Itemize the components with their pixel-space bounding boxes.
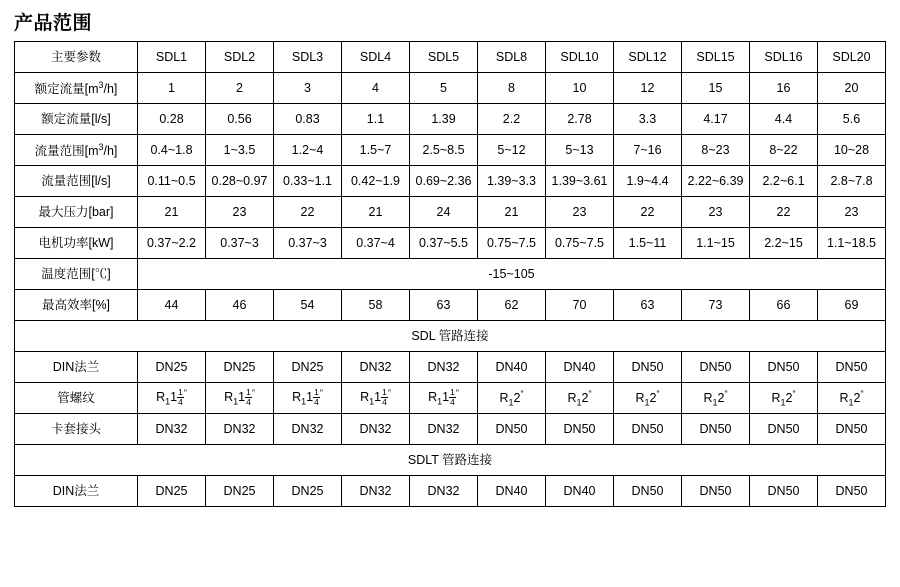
section-header-sdl: SDL 管路连接: [15, 321, 886, 352]
table-cell: 63: [614, 290, 682, 321]
table-cell: DN50: [682, 476, 750, 507]
table-cell: 63: [410, 290, 478, 321]
table-cell: 2.2~6.1: [750, 166, 818, 197]
header-cell-model: SDL20: [818, 42, 886, 73]
table-cell: 5.6: [818, 104, 886, 135]
table-cell: 2.22~6.39: [682, 166, 750, 197]
header-cell-model: SDL8: [478, 42, 546, 73]
table-cell: 1.39~3.3: [478, 166, 546, 197]
table-cell: 21: [342, 197, 410, 228]
table-cell: 4.17: [682, 104, 750, 135]
table-row: [15, 352, 886, 383]
table-cell: 20: [818, 73, 886, 104]
table-row: [15, 259, 886, 290]
header-cell-model: SDL4: [342, 42, 410, 73]
table-cell: 1.1: [342, 104, 410, 135]
table-row: [15, 290, 886, 321]
table-cell: 2.2: [478, 104, 546, 135]
table-cell: 0.56: [206, 104, 274, 135]
table-row: [15, 135, 886, 166]
table-cell: 0.75~7.5: [546, 228, 614, 259]
table-row: [15, 383, 886, 414]
table-cell: DN50: [750, 352, 818, 383]
table-cell: 1.1~18.5: [818, 228, 886, 259]
row-label: 管螺纹: [15, 383, 138, 414]
table-cell: 70: [546, 290, 614, 321]
table-cell: 0.28: [138, 104, 206, 135]
table-cell: DN50: [478, 414, 546, 445]
table-cell: 5~13: [546, 135, 614, 166]
table-cell: 62: [478, 290, 546, 321]
table-cell: 22: [750, 197, 818, 228]
table-cell: 1~3.5: [206, 135, 274, 166]
page-title: 产品范围: [14, 13, 93, 34]
table-cell: DN32: [410, 476, 478, 507]
table-cell: 0.37~3: [206, 228, 274, 259]
row-label: 最高效率[%]: [15, 290, 138, 321]
table-cell: 12: [614, 73, 682, 104]
table-cell: DN50: [614, 414, 682, 445]
product-range-page: [0, 8, 900, 587]
table-cell: DN32: [342, 476, 410, 507]
table-cell: 0.69~2.36: [410, 166, 478, 197]
table-cell: 23: [818, 197, 886, 228]
table-cell: 23: [206, 197, 274, 228]
table-cell: DN25: [274, 476, 342, 507]
row-label: DIN法兰: [15, 352, 138, 383]
table-cell: DN25: [138, 476, 206, 507]
header-cell-model: SDL5: [410, 42, 478, 73]
table-cell: 5: [410, 73, 478, 104]
header-cell-model: SDL12: [614, 42, 682, 73]
table-cell-merged: -15~105: [138, 259, 886, 290]
table-cell: 23: [546, 197, 614, 228]
table-cell: DN32: [410, 414, 478, 445]
table-cell-thread: $R_12^”$: [546, 383, 614, 414]
table-row: [15, 104, 886, 135]
table-row: [15, 228, 886, 259]
table-cell: DN50: [614, 352, 682, 383]
table-cell: 23: [682, 197, 750, 228]
table-cell: 4.4: [750, 104, 818, 135]
table-cell: 2.78: [546, 104, 614, 135]
table-section-row: [15, 445, 886, 476]
row-label: 流量范围$[m^3/h]$: [15, 135, 138, 166]
table-header-row: [15, 42, 886, 73]
table-cell: DN40: [478, 476, 546, 507]
table-cell-thread: $R_11$ $\frac{1}{4}$ ”: [274, 383, 342, 414]
table-cell: 22: [614, 197, 682, 228]
table-body: [15, 42, 886, 507]
row-label: DIN法兰: [15, 476, 138, 507]
product-range-table: [14, 41, 886, 507]
table-cell: 58: [342, 290, 410, 321]
table-cell-thread: $R_12^”$: [614, 383, 682, 414]
table-cell: 73: [682, 290, 750, 321]
table-cell: 1: [138, 73, 206, 104]
table-row: [15, 166, 886, 197]
table-section-row: [15, 321, 886, 352]
table-cell: DN50: [682, 352, 750, 383]
row-label: 额定流量[l/s]: [15, 104, 138, 135]
table-cell: 0.11~0.5: [138, 166, 206, 197]
table-cell: DN25: [274, 352, 342, 383]
table-cell: DN32: [342, 414, 410, 445]
table-cell: DN50: [682, 414, 750, 445]
table-cell-thread: $R_11$ $\frac{1}{4}$ ”: [342, 383, 410, 414]
row-label: 温度范围[℃]: [15, 259, 138, 290]
table-cell: 22: [274, 197, 342, 228]
table-cell: 2: [206, 73, 274, 104]
table-cell: 2.5~8.5: [410, 135, 478, 166]
table-cell: DN50: [750, 476, 818, 507]
table-cell: DN50: [818, 352, 886, 383]
table-cell: 1.5~7: [342, 135, 410, 166]
table-cell: DN50: [750, 414, 818, 445]
table-cell: 54: [274, 290, 342, 321]
table-cell-thread: $R_12^”$: [818, 383, 886, 414]
table-cell: 0.37~2.2: [138, 228, 206, 259]
table-cell: 10: [546, 73, 614, 104]
table-cell: 16: [750, 73, 818, 104]
table-cell: DN25: [206, 352, 274, 383]
table-cell: 1.5~11: [614, 228, 682, 259]
table-cell: 46: [206, 290, 274, 321]
table-cell: 3.3: [614, 104, 682, 135]
table-cell: 66: [750, 290, 818, 321]
table-cell: DN32: [138, 414, 206, 445]
table-cell: DN32: [274, 414, 342, 445]
table-cell-thread: $R_12^”$: [478, 383, 546, 414]
table-cell-thread: $R_12^”$: [682, 383, 750, 414]
table-cell: 15: [682, 73, 750, 104]
table-cell: 24: [410, 197, 478, 228]
table-cell: 3: [274, 73, 342, 104]
row-label: 最大压力[bar]: [15, 197, 138, 228]
spec-table-wrapper: [14, 41, 886, 507]
table-cell: 69: [818, 290, 886, 321]
table-cell: 44: [138, 290, 206, 321]
table-row: [15, 476, 886, 507]
table-cell: 1.39~3.61: [546, 166, 614, 197]
table-cell: 0.75~7.5: [478, 228, 546, 259]
table-cell-thread: $R_11$ $\frac{1}{4}$ ”: [206, 383, 274, 414]
table-cell: 0.4~1.8: [138, 135, 206, 166]
table-cell: 5~12: [478, 135, 546, 166]
header-cell-model: SDL15: [682, 42, 750, 73]
table-cell: 1.2~4: [274, 135, 342, 166]
table-cell: DN50: [818, 414, 886, 445]
table-cell: 0.42~1.9: [342, 166, 410, 197]
table-cell: 4: [342, 73, 410, 104]
header-cell-model: SDL3: [274, 42, 342, 73]
table-row: [15, 414, 886, 445]
table-cell: 7~16: [614, 135, 682, 166]
table-cell: 21: [138, 197, 206, 228]
table-cell: DN50: [818, 476, 886, 507]
table-cell-thread: $R_11$ $\frac{1}{4}$ ”: [410, 383, 478, 414]
header-cell-model: SDL1: [138, 42, 206, 73]
table-cell: 10~28: [818, 135, 886, 166]
table-cell: 0.33~1.1: [274, 166, 342, 197]
table-cell: DN50: [546, 414, 614, 445]
table-cell: DN32: [410, 352, 478, 383]
table-cell: DN25: [206, 476, 274, 507]
row-label: 电机功率[kW]: [15, 228, 138, 259]
table-cell: DN40: [478, 352, 546, 383]
table-cell: DN32: [342, 352, 410, 383]
table-cell: 0.37~3: [274, 228, 342, 259]
table-cell-thread: $R_11$ $\frac{1}{4}$ ”: [138, 383, 206, 414]
table-cell: DN50: [614, 476, 682, 507]
table-cell: 8: [478, 73, 546, 104]
table-cell: 1.9~4.4: [614, 166, 682, 197]
table-cell: 2.8~7.8: [818, 166, 886, 197]
header-cell-rowhead: 主要参数: [15, 42, 138, 73]
table-cell: 0.83: [274, 104, 342, 135]
table-cell-thread: $R_12^”$: [750, 383, 818, 414]
header-cell-model: SDL16: [750, 42, 818, 73]
table-cell: 1.1~15: [682, 228, 750, 259]
header-cell-model: SDL2: [206, 42, 274, 73]
table-row: [15, 73, 886, 104]
table-cell: DN32: [206, 414, 274, 445]
row-label: 额定流量$[m^3/h]$: [15, 73, 138, 104]
table-cell: DN40: [546, 352, 614, 383]
table-cell: DN25: [138, 352, 206, 383]
table-cell: 21: [478, 197, 546, 228]
table-cell: DN40: [546, 476, 614, 507]
table-cell: 0.37~5.5: [410, 228, 478, 259]
table-cell: 8~23: [682, 135, 750, 166]
table-cell: 0.37~4: [342, 228, 410, 259]
table-cell: 8~22: [750, 135, 818, 166]
table-cell: 2.2~15: [750, 228, 818, 259]
table-row: [15, 197, 886, 228]
table-cell: 0.28~0.97: [206, 166, 274, 197]
row-label: 流量范围[l/s]: [15, 166, 138, 197]
header-cell-model: SDL10: [546, 42, 614, 73]
row-label: 卡套接头: [15, 414, 138, 445]
table-cell: 1.39: [410, 104, 478, 135]
section-header-sdlt: SDLT 管路连接: [15, 445, 886, 476]
